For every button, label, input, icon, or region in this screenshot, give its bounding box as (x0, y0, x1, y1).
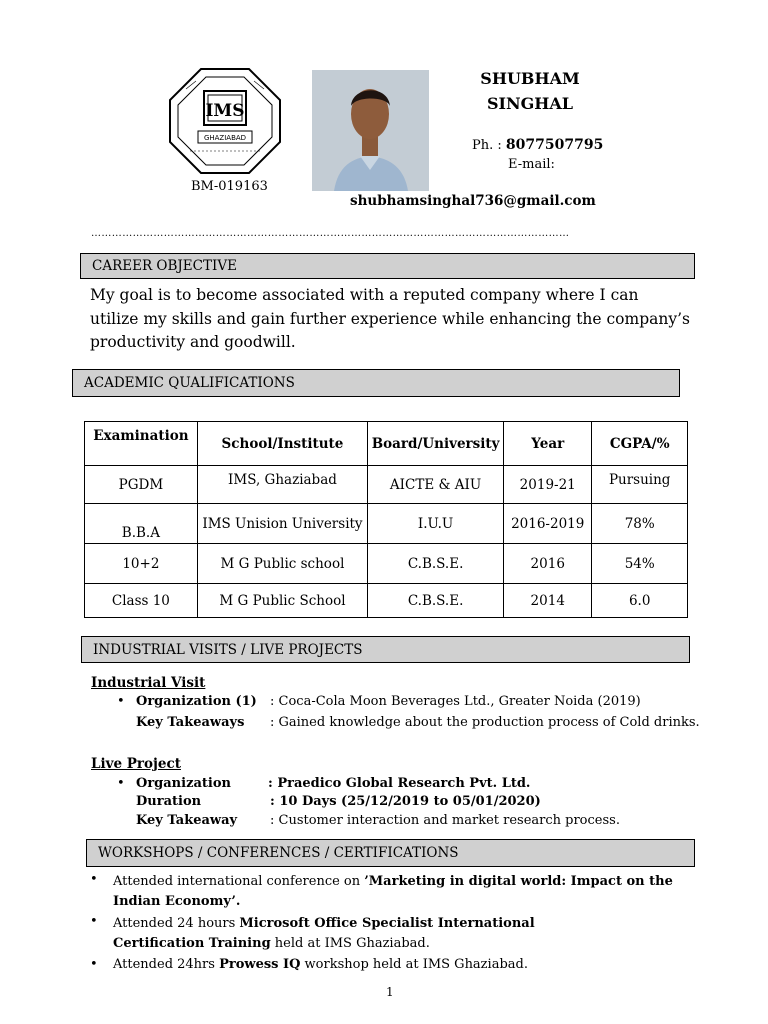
name-line-2: SINGHAL (486, 94, 574, 113)
lp-dur-value: : 10 Days (25/12/2019 to 05/01/2020) (270, 794, 541, 809)
workshop-item-1-bold: ’Marketing in digital world: Impact on the Indian Economy’. (113, 874, 673, 909)
logo-text: IMS (205, 101, 245, 121)
lp-key-label: Key Takeaway (136, 813, 238, 828)
workshop-item-3 (113, 957, 703, 972)
workshop-item-1-text: Attended international conference on (113, 874, 365, 889)
table-cell: IMS, Ghaziabad (197, 466, 367, 504)
industrial-visit-title: Industrial Visit (91, 675, 206, 691)
table-cell: 78% (592, 504, 688, 544)
name-line-1: SHUBHAM (480, 69, 580, 88)
workshop-item-2-text: Attended 24 hours (113, 916, 240, 931)
iv-org-row (117, 694, 125, 709)
live-project-title: Live Project (91, 756, 181, 772)
table-cell: M G Public School (197, 584, 367, 618)
col-cgpa: CGPA/% (592, 422, 688, 466)
academic-table (84, 421, 688, 618)
table-cell: AICTE & AIU (368, 466, 504, 504)
iv-org-label: Organization (1) (136, 694, 257, 709)
table-row (85, 544, 688, 584)
lp-key-value: : Customer interaction and market research process. (270, 813, 620, 828)
table-cell: 6.0 (592, 584, 688, 618)
iv-key-value: : Gained knowledge about the production process of Cold drinks. (270, 715, 700, 730)
table-cell: I.U.U (368, 504, 504, 544)
iv-org-value: : Coca-Cola Moon Beverages Ltd., Greater Noida (2019) (270, 694, 641, 709)
phone-line (472, 137, 603, 153)
col-school: School/Institute (197, 422, 367, 466)
table-cell: 2019-21 (504, 466, 592, 504)
col-examination: Examination (85, 422, 198, 466)
table-cell: 2016 (504, 544, 592, 584)
phone-number: 8077507795 (505, 137, 604, 153)
logo-city: GHAZIABAD (203, 134, 247, 142)
academic-heading: ACADEMIC QUALIFICATIONS (72, 369, 680, 397)
workshop-item-3-text: Attended 24hrs (113, 957, 220, 972)
table-cell: B.B.A (85, 504, 198, 544)
table-cell: IMS Unision University (197, 504, 367, 544)
workshop-item-3-post: workshop held at IMS Ghaziabad. (300, 957, 528, 972)
profile-photo (312, 70, 429, 191)
table-row (85, 466, 688, 504)
workshop-item-1 (113, 872, 703, 912)
email-label: E-mail: (508, 157, 555, 172)
iv-key-label: Key Takeaways (136, 715, 245, 730)
table-cell: 54% (592, 544, 688, 584)
workshop-item-2-post: held at IMS Ghaziabad. (270, 936, 430, 951)
lp-dur-label: Duration (136, 794, 202, 809)
industrial-visits-heading: INDUSTRIAL VISITS / LIVE PROJECTS (81, 636, 690, 663)
table-cell: M G Public school (197, 544, 367, 584)
table-cell: C.B.S.E. (368, 544, 504, 584)
career-objective-text: My goal is to become associated with a reputed company where I can utilize my skills and gain further experience while enhancing the company’s productivity and goodwill. (90, 286, 690, 351)
workshop-item-3-bold: Prowess IQ (219, 957, 301, 972)
table-row (85, 504, 688, 544)
table-cell: Pursuing (592, 466, 688, 504)
lp-org-label: Organization (136, 776, 231, 791)
table-header-row (85, 422, 688, 466)
workshop-item-2-bold: Microsoft Office Specialist International Certification Training (113, 916, 535, 951)
bullet-icon: • (90, 872, 98, 887)
candidate-name (470, 66, 590, 116)
page-number: 1 (386, 985, 394, 999)
bullet-icon: • (117, 694, 125, 709)
institute-logo (168, 67, 282, 175)
bullet-icon: • (90, 914, 98, 929)
table-cell: Class 10 (85, 584, 198, 618)
table-cell: 10+2 (85, 544, 198, 584)
table-cell: 2016-2019 (504, 504, 592, 544)
workshops-heading: WORKSHOPS / CONFERENCES / CERTIFICATIONS (86, 839, 695, 867)
career-objective-heading: CAREER OBJECTIVE (80, 253, 695, 279)
dotted-divider: ………………………………………………………………………………………………………………………… (91, 228, 570, 239)
table-cell: PGDM (85, 466, 198, 504)
workshop-item-2 (113, 914, 613, 954)
col-year: Year (504, 422, 592, 466)
col-board: Board/University (368, 422, 504, 466)
bullet-icon: • (117, 776, 125, 791)
lp-org-value: : Praedico Global Research Pvt. Ltd. (268, 776, 531, 791)
email-address: shubhamsinghal736@gmail.com (350, 193, 596, 209)
bullet-icon: • (90, 957, 98, 972)
phone-label: Ph. : (472, 138, 506, 153)
table-row (85, 584, 688, 618)
roll-id: BM-019163 (191, 179, 268, 194)
table-cell: C.B.S.E. (368, 584, 504, 618)
table-cell: 2014 (504, 584, 592, 618)
